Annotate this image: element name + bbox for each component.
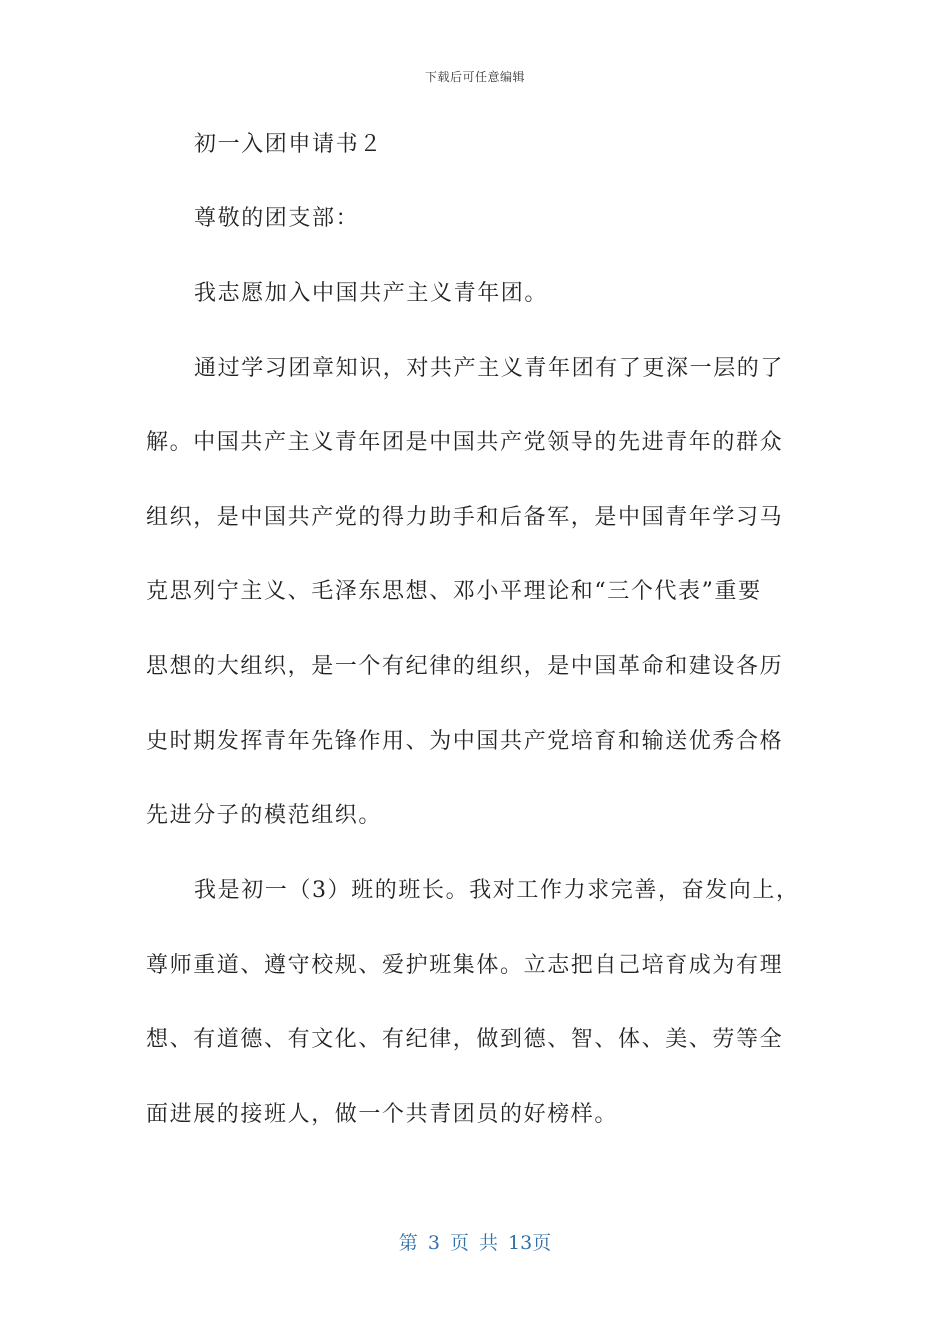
- paragraph-line: 思想的大组织，是一个有纪律的组织，是中国革命和建设各历: [146, 654, 784, 679]
- paragraph-line: 先进分子的模范组织。: [146, 803, 383, 828]
- paragraph-line: 解。中国共产主义青年团是中国共产党领导的先进青年的群众: [146, 430, 784, 455]
- paragraph-line: 组织，是中国共产党的得力助手和后备军，是中国青年学习马: [146, 505, 784, 530]
- page-number-footer: 第 3 页 共 13页: [398, 1232, 552, 1254]
- paragraph-line: 通过学习团章知识，对共产主义青年团有了更深一层的了: [194, 356, 785, 381]
- document-title: 初一入团申请书２: [194, 132, 383, 157]
- paragraph-line: 我是初一（3）班的班长。我对工作力求完善，奋发向上，: [194, 878, 800, 903]
- paragraph-line: 面进展的接班人，做一个共青团员的好榜样。: [146, 1102, 619, 1127]
- paragraph-line: 想、有道德、有文化、有纪律，做到德、智、体、美、劳等全: [146, 1027, 784, 1052]
- paragraph-line: 我志愿加入中国共产主义青年团。: [194, 281, 549, 306]
- paragraph-line: 尊师重道、遵守校规、爱护班集体。立志把自己培育成为有理: [146, 953, 784, 978]
- paragraph-line: 克思列宁主义、毛泽东思想、邓小平理论和“三个代表”重要: [146, 579, 762, 604]
- salutation: 尊敬的团支部：: [194, 206, 360, 231]
- paragraph-line: 史时期发挥青年先锋作用、为中国共产党培育和输送优秀合格: [146, 729, 784, 754]
- header-note: 下载后可任意编辑: [424, 70, 525, 84]
